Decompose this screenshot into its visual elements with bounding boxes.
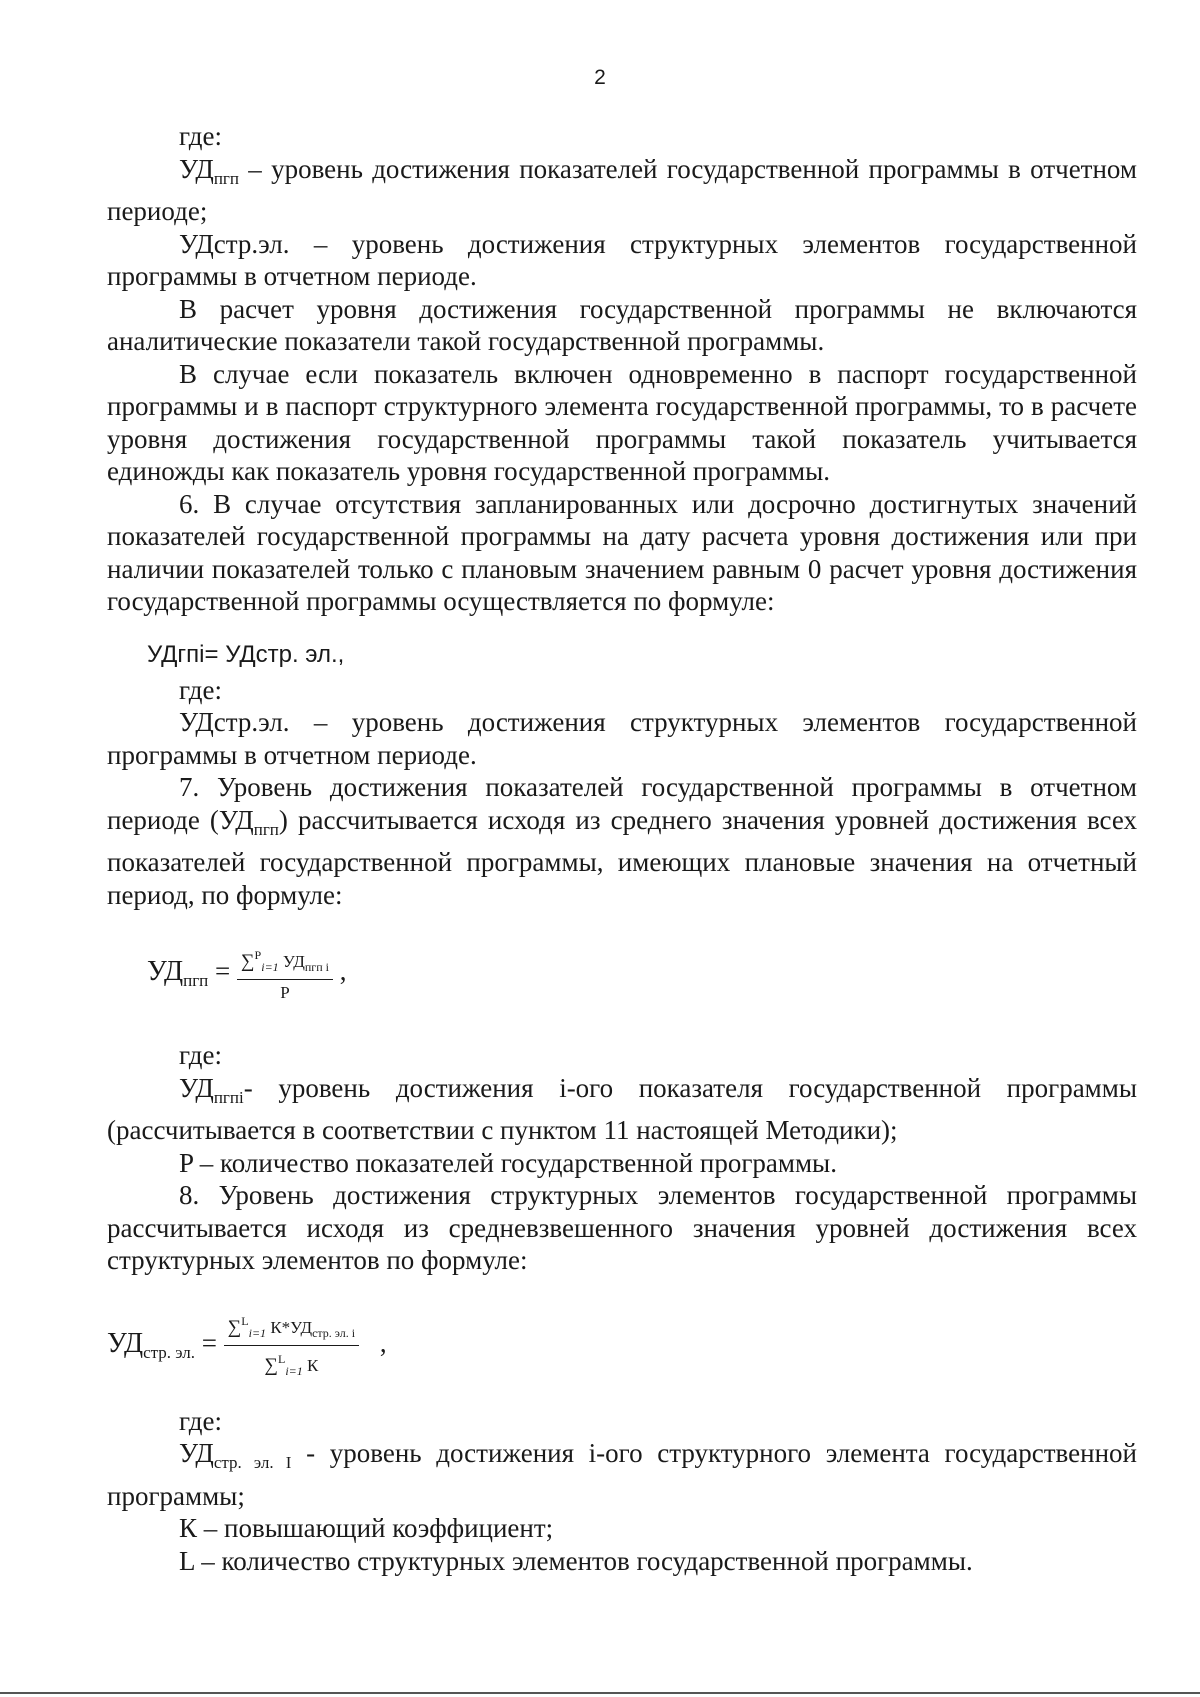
numerator-subscript: пгп i <box>304 960 329 974</box>
fraction-numerator <box>237 945 333 980</box>
formula-lhs: УД <box>147 956 184 988</box>
formula-1: УДгпi= УДстр. эл., <box>147 640 345 668</box>
definition-text: – уровень достижения показателей государственной программы в отчетном периоде; <box>107 153 1137 226</box>
paragraph-text: 7. Уровень достижения показателей государственной программы в отчетном периоде (УД <box>107 772 1137 835</box>
numerator-body: УД <box>278 952 305 971</box>
paragraph-text: ) рассчитывается исходя из среднего значения уровней достижения всех показателей государственной программы, имеющих плановые значения на отчетный период, по формуле: <box>107 804 1138 910</box>
symbol: УД <box>179 1438 214 1468</box>
where-label: где: <box>179 121 222 151</box>
definition-text: - уровень достижения i-ого показателя государственной программы (рассчитывается в соответствии с пунктом 11 настоящей Методики); <box>107 1072 1137 1145</box>
formula-lhs-subscript: пгп <box>183 971 209 991</box>
symbol: УД <box>179 153 214 184</box>
sum-sign: ∑ <box>264 1354 278 1376</box>
definition-udstr: УДстр.эл. – уровень достижения структурных элементов государственной программы в отчетном периоде. <box>107 707 1137 770</box>
fraction-denominator: P <box>280 983 290 1002</box>
fraction-numerator <box>224 1311 359 1346</box>
scan-edge-line <box>0 1692 1200 1694</box>
definition-udstr: УДстр.эл. – уровень достижения структурных элементов государственной программы в отчетном периоде. <box>107 228 1137 291</box>
page-number: 2 <box>594 66 606 89</box>
where-label: где: <box>179 674 222 705</box>
formula-3 <box>107 1311 1137 1378</box>
paragraph-7 <box>107 771 1137 911</box>
symbol: УД <box>179 1072 214 1103</box>
paragraph-analytic: В расчет уровня достижения государственной программы не включаются аналитические показатели такой государственной программы. <box>107 293 1137 356</box>
definition-udpgpi <box>107 1072 1137 1147</box>
where-label: где: <box>179 1040 222 1070</box>
formula-fraction <box>237 945 333 1003</box>
definition-udstr-i <box>107 1437 1137 1512</box>
spacer <box>107 618 1137 636</box>
fraction-denominator <box>224 1346 359 1381</box>
where-label: где: <box>179 1405 222 1436</box>
paragraph-6: 6. В случае отсутствия запланированных или досрочно достигнутых значений показателей государственной программы на дату расчета уровня достижения или при наличии показателей только с плановым значением равным 0 расчет уровня достижения государственной программы осуществляется по формуле: <box>107 488 1137 616</box>
sum-upper: P <box>254 948 262 962</box>
sum-lower: i=1 <box>261 960 279 974</box>
symbol-subscript: пгпi <box>213 1087 244 1107</box>
formula-lhs-subscript: стр. эл. <box>143 1342 195 1362</box>
sum-sign: ∑ <box>241 951 255 972</box>
definition-udpgp <box>107 153 1137 228</box>
spacer <box>107 1277 1137 1311</box>
spacer <box>107 1005 1137 1039</box>
denominator-body: К <box>302 1355 319 1375</box>
formula-lhs: УД <box>107 1327 144 1359</box>
definition-k: К – повышающий коэффициент; <box>179 1513 554 1543</box>
definition-p: P – количество показателей государственной программы. <box>179 1147 837 1178</box>
numerator-body: К*УД <box>266 1317 313 1337</box>
document-body <box>107 120 1137 1577</box>
formula-tail: , <box>379 1327 387 1358</box>
sum-lower: i=1 <box>285 1363 303 1378</box>
spacer <box>107 911 1137 945</box>
formula-fraction <box>224 1311 359 1381</box>
symbol-subscript: пгп <box>213 168 239 188</box>
symbol-subscript: стр. эл. I <box>213 1453 292 1472</box>
formula-equals: = <box>215 956 231 987</box>
definition-l: L – количество структурных элементов государственной программы. <box>179 1545 973 1576</box>
sum-upper: L <box>277 1351 286 1366</box>
formula-2 <box>107 945 1137 1005</box>
sum-upper: L <box>241 1313 249 1328</box>
definition-text: - уровень достижения i-ого структурного элемента государственной программы; <box>107 1438 1137 1511</box>
formula-equals: = <box>201 1327 217 1358</box>
sum-lower: i=1 <box>248 1325 267 1340</box>
paragraph-dual-indicator: В случае если показатель включен одновременно в паспорт государственной программы и в паспорт структурного элемента государственной программы, то в расчете уровня достижения государственной программы такой показатель учитывается единожды как показатель уровня государственной программы. <box>107 358 1137 486</box>
numerator-subscript: стр. эл. i <box>312 1325 356 1340</box>
paragraph-8: 8. Уровень достижения структурных элементов государственной программы рассчитывается исходя из средневзвешенного значения уровней достижения всех структурных элементов по формуле: <box>107 1180 1137 1275</box>
sum-sign: ∑ <box>227 1316 242 1338</box>
symbol-subscript: пгп <box>253 819 279 839</box>
formula-tail: , <box>339 956 347 987</box>
